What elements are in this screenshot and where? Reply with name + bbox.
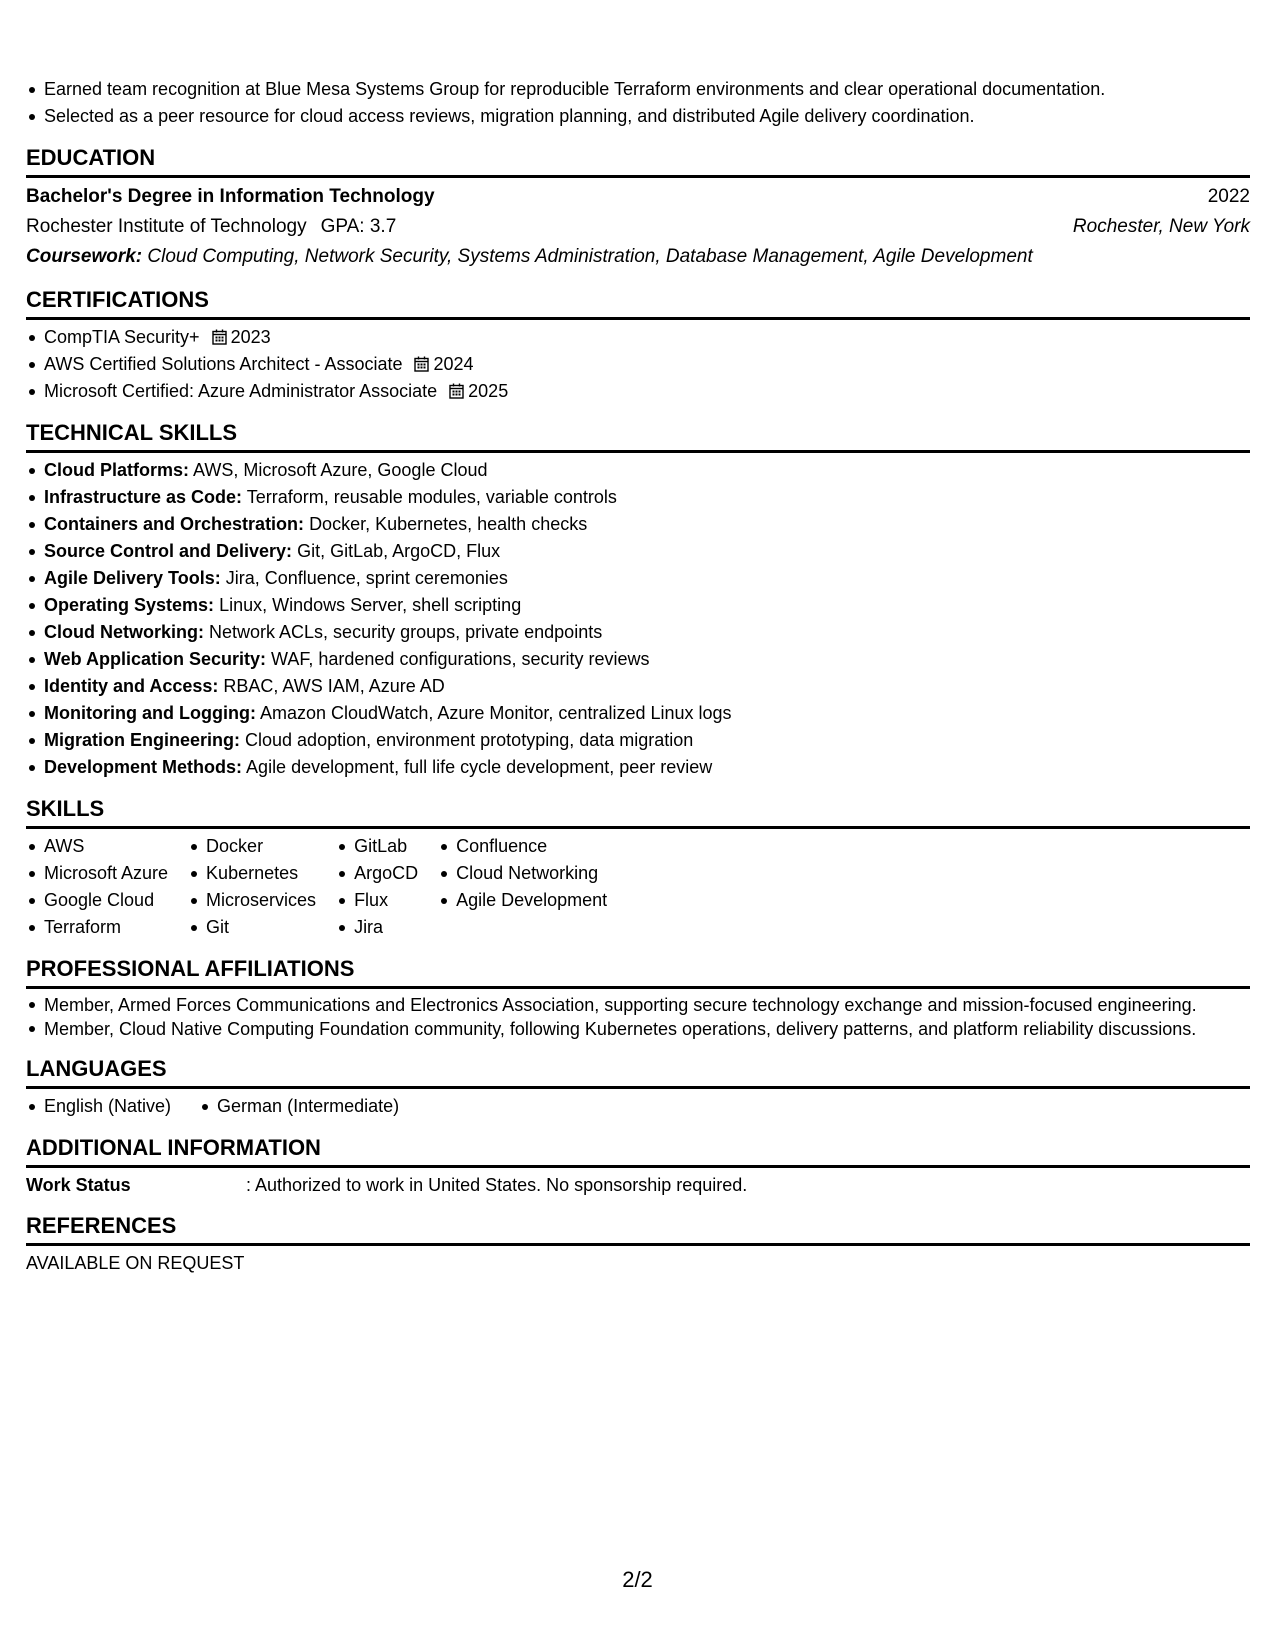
list-item: GitLab: [336, 833, 418, 860]
coursework-label: Coursework:: [26, 246, 143, 267]
degree-row: [26, 182, 1250, 212]
skill-label: Containers and Orchestration:: [44, 514, 305, 534]
list-item: Cloud Networking: [438, 860, 607, 887]
section-title: PROFESSIONAL AFFILIATIONS: [26, 955, 1250, 989]
list-item: Confluence: [438, 833, 607, 860]
list-item: Member, Armed Forces Communications and Electronics Association, supporting secure technology exchange and mission-focused engineering.: [26, 993, 1250, 1017]
languages-section: [26, 1055, 1250, 1120]
section-title: ADDITIONAL INFORMATION: [26, 1134, 1250, 1168]
skill-label: Agile Delivery Tools:: [44, 568, 221, 588]
list-item: [26, 378, 1250, 405]
cert-name: AWS Certified Solutions Architect - Associate: [44, 354, 403, 374]
skill-label: Development Methods:: [44, 757, 243, 777]
list-item: Terraform: [26, 914, 168, 941]
skill-value: Amazon CloudWatch, Azure Monitor, centralized Linux logs: [259, 703, 732, 723]
list-item: Member, Cloud Native Computing Foundation community, following Kubernetes operations, delivery patterns, and platform reliability discussions.: [26, 1017, 1250, 1041]
calendar-icon: [414, 356, 429, 372]
education-section: [26, 144, 1250, 272]
list-item: [26, 646, 1250, 673]
list-item: Agile Development: [438, 887, 607, 914]
skill-value: Terraform, reusable modules, variable controls: [246, 487, 617, 507]
list-item: Flux: [336, 887, 418, 914]
school-row: [26, 212, 1250, 242]
list-item: [26, 484, 1250, 511]
graduation-year: 2022: [1207, 186, 1250, 207]
section-title: LANGUAGES: [26, 1055, 1250, 1089]
list-item: [26, 457, 1250, 484]
list-item: [26, 324, 1250, 351]
cert-year: 2025: [468, 381, 509, 401]
list-item: Microsoft Azure: [26, 860, 168, 887]
list-item: Microservices: [188, 887, 316, 914]
skill-label: Identity and Access:: [44, 676, 219, 696]
section-title: EDUCATION: [26, 144, 1250, 178]
affiliations-section: [26, 955, 1250, 1041]
references-section: [26, 1212, 1250, 1276]
list-item: ArgoCD: [336, 860, 418, 887]
calendar-icon: [449, 383, 464, 399]
skill-label: Cloud Networking:: [44, 622, 204, 642]
list-item: Jira: [336, 914, 418, 941]
skill-label: Cloud Platforms:: [44, 460, 190, 480]
cert-year: 2023: [230, 327, 271, 347]
page-number: 2/2: [622, 1567, 653, 1592]
section-title: SKILLS: [26, 795, 1250, 829]
work-status-value: : Authorized to work in United States. No sponsorship required.: [246, 1175, 748, 1195]
section-title: CERTIFICATIONS: [26, 286, 1250, 320]
technical-skills-section: [26, 419, 1250, 781]
skill-label: Migration Engineering:: [44, 730, 240, 750]
list-item: [26, 538, 1250, 565]
list-item: Docker: [188, 833, 316, 860]
skill-value: Cloud adoption, environment prototyping, data migration: [245, 730, 694, 750]
skill-value: Jira, Confluence, sprint ceremonies: [225, 568, 508, 588]
list-item: [26, 511, 1250, 538]
school-name: Rochester Institute of Technology: [26, 216, 307, 237]
list-item: [26, 673, 1250, 700]
skill-label: Operating Systems:: [44, 595, 215, 615]
skill-value: Docker, Kubernetes, health checks: [309, 514, 588, 534]
skill-label: Infrastructure as Code:: [44, 487, 243, 507]
work-status-label: Work Status: [26, 1175, 131, 1195]
languages-list: [26, 1093, 1250, 1120]
list-item: Git: [188, 914, 316, 941]
list-item: Google Cloud: [26, 887, 168, 914]
skill-value: Agile development, full life cycle development, peer review: [246, 757, 713, 777]
list-item: English (Native): [26, 1093, 171, 1120]
calendar-icon: [212, 329, 227, 345]
list-item: [26, 700, 1250, 727]
coursework-list: Cloud Computing, Network Security, Systems Administration, Database Management, Agile Development: [147, 246, 1033, 267]
affiliations-list: [26, 993, 1250, 1041]
technical-skills-list: [26, 457, 1250, 781]
skill-value: Network ACLs, security groups, private endpoints: [209, 622, 603, 642]
skill-value: Linux, Windows Server, shell scripting: [219, 595, 522, 615]
skills-columns: [26, 833, 1250, 941]
cert-name: CompTIA Security+: [44, 327, 200, 347]
list-item: [26, 592, 1250, 619]
work-status-row: [26, 1172, 1250, 1198]
skill-value: RBAC, AWS IAM, Azure AD: [223, 676, 445, 696]
skill-label: Source Control and Delivery:: [44, 541, 293, 561]
list-item: German (Intermediate): [199, 1093, 399, 1120]
cert-year: 2024: [433, 354, 474, 374]
certifications-section: [26, 286, 1250, 405]
additional-info-section: [26, 1134, 1250, 1198]
degree-name: Bachelor's Degree in Information Technology: [26, 186, 435, 207]
list-item: [26, 619, 1250, 646]
skills-column: [26, 833, 168, 941]
skills-column: [336, 833, 418, 941]
skills-column: [438, 833, 607, 941]
coursework: [26, 242, 1033, 272]
list-item: [26, 727, 1250, 754]
gpa: GPA: 3.7: [320, 216, 397, 237]
skill-label: Monitoring and Logging:: [44, 703, 256, 723]
references-text: AVAILABLE ON REQUEST: [26, 1253, 245, 1273]
list-item: Earned team recognition at Blue Mesa Systems Group for reproducible Terraform environments and clear operational documentation.: [26, 76, 1250, 103]
list-item: [26, 351, 1250, 378]
list-item: [26, 565, 1250, 592]
cert-name: Microsoft Certified: Azure Administrator Associate: [44, 381, 438, 401]
skill-value: AWS, Microsoft Azure, Google Cloud: [193, 460, 488, 480]
certifications-list: [26, 324, 1250, 405]
school-info: [26, 212, 396, 242]
resume-page: [26, 76, 1250, 1276]
coursework-row: [26, 242, 1250, 272]
list-item: [26, 754, 1250, 781]
list-item: Kubernetes: [188, 860, 316, 887]
skill-value: WAF, hardened configurations, security reviews: [271, 649, 650, 669]
section-title: REFERENCES: [26, 1212, 1250, 1246]
experience-bullets: [26, 76, 1250, 130]
list-item: AWS: [26, 833, 168, 860]
list-item: Selected as a peer resource for cloud access reviews, migration planning, and distributed Agile delivery coordination.: [26, 103, 1250, 130]
skills-section: [26, 795, 1250, 941]
skill-value: Git, GitLab, ArgoCD, Flux: [297, 541, 501, 561]
skill-label: Web Application Security:: [44, 649, 267, 669]
skills-column: [188, 833, 316, 941]
section-title: TECHNICAL SKILLS: [26, 419, 1250, 453]
school-location: Rochester, New York: [1072, 216, 1250, 237]
